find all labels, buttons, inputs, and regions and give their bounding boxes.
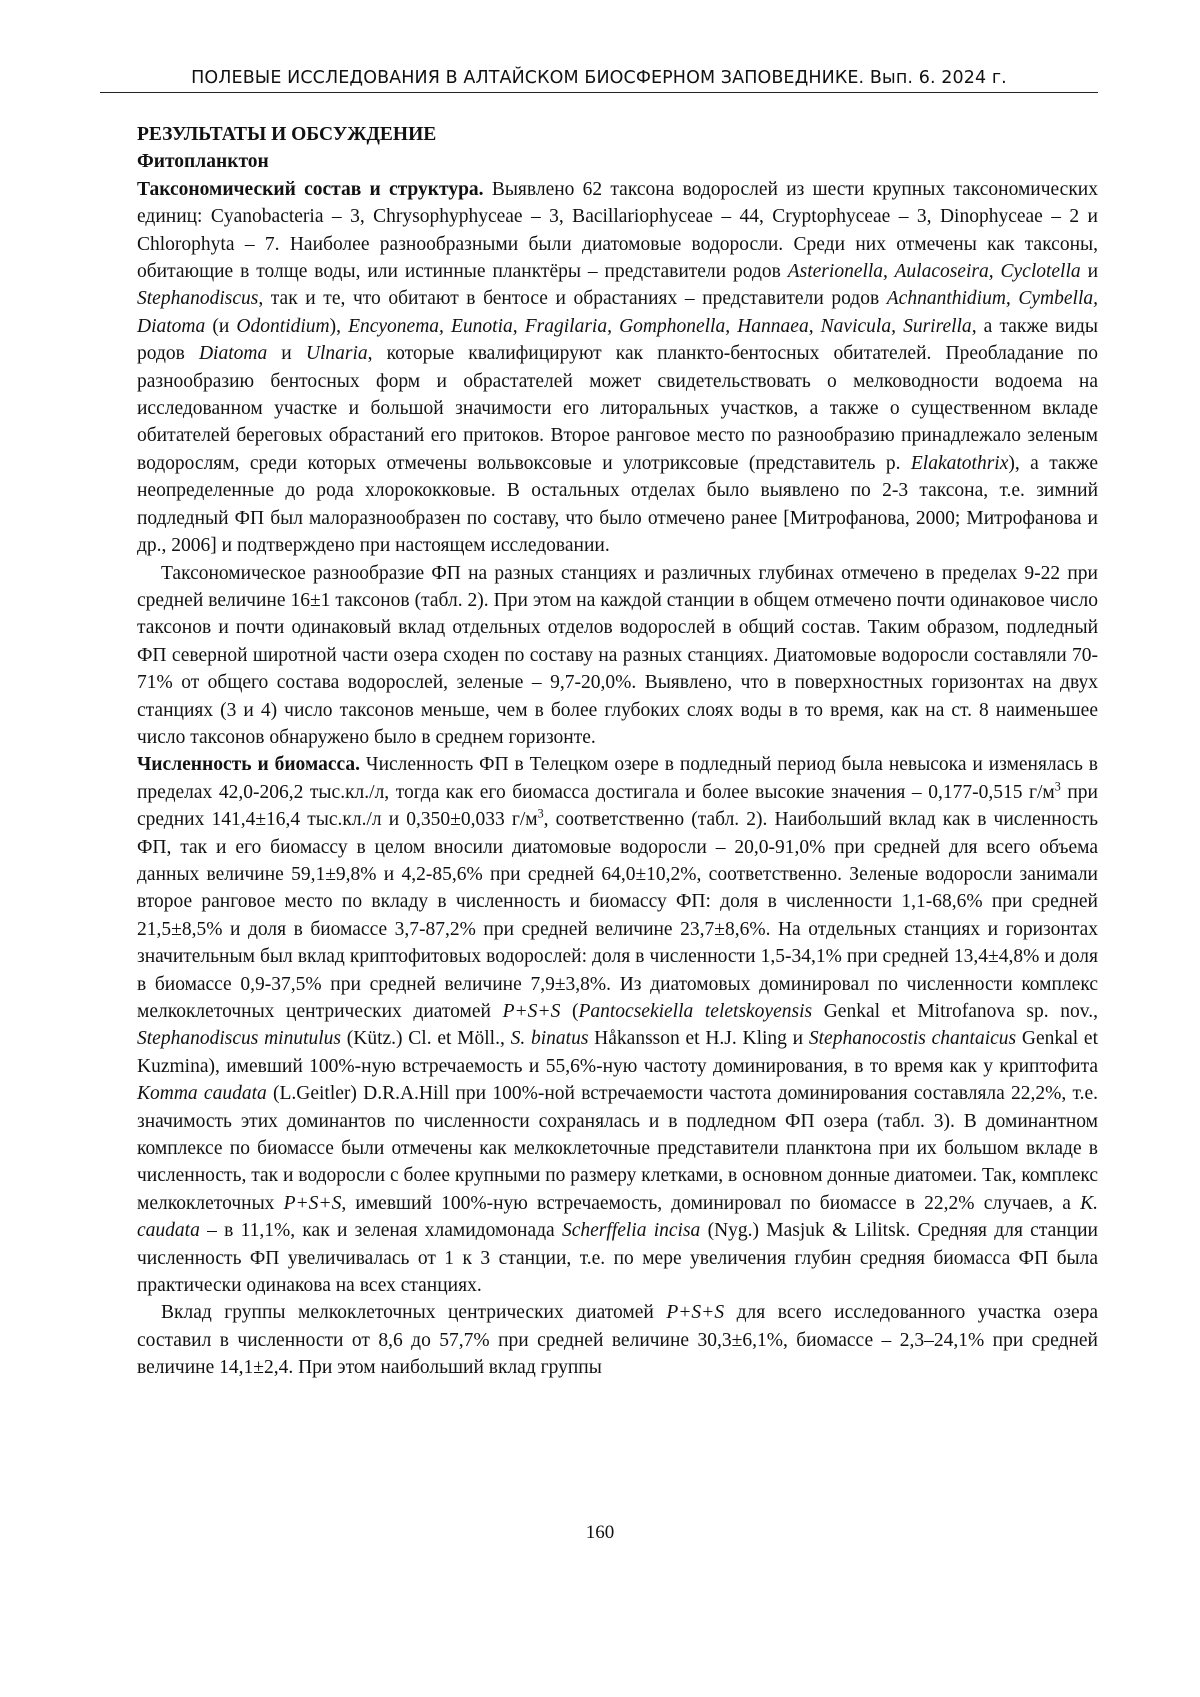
text-run: , которые квалифицируют как планкто-бентосных обитателей. Преобладание по разнообразию бентосных форм и обрастателей может свидетельствовать о мелководности водоема на исследованном участке и большой значимости его литоральных участков, а также о существенном вкладе обитателей береговых обрастаний его притоков. Второе ранговое место по разнообразию принадлежало зеленым водорослям, среди которых отмечены вольвоксовые и улотриксовые (представитель р. [137,343,1098,474]
section-title: РЕЗУЛЬТАТЫ И ОБСУЖДЕНИЕ [137,124,437,145]
text-run: – в 11,1%, как и зеленая хламидомонада [199,1220,562,1242]
paragraph-centric-diatoms [137,1299,1098,1381]
text-run: (L.Geitler) D.R.A.Hill при 100%-ной встречаемости частота доминирования составляла 22,2%, т.е. значимость этих доминантов по численности сохранялась и в подледном ФП озера (табл. 3). В доминантном комплексе по биомассе были отмечены как мелкоклеточные представители планктона при их большом вкладе в численность, так и водоросли с более крупными по размеру клетками, в основном донные диатомеи. Так, комплекс мелкоклеточных [137,1083,1098,1214]
taxon-name: Stephanocostis chantaicus [808,1028,1017,1050]
text-run: Вклад группы мелкоклеточных центрических диатомей [161,1302,667,1324]
article-body [137,121,1098,1382]
paragraph-lead: Таксономический состав и структура. [137,178,484,200]
text-run: ), [329,315,349,337]
taxon-name: Diatoma [198,343,268,365]
text-run: и [267,343,306,365]
paragraph-taxonomic-diversity: Таксономическое разнообразие ФП на разных станциях и различных глубинах отмечено в пределах 9-22 при средней величине 16±1 таксонов (табл. 2). При этом на каждой станции в общем отмечено почти одинаковое число таксонов и почти одинаковый вклад отдельных отделов водорослей в общий состав. Таким образом, подледный ФП северной широтной части озера сходен по составу на разных станциях. Диатомовые водоросли составляли 70-71% от общего состава водорослей, зеленые – 9,7-20,0%. Выявлено, что в поверхностных горизонтах на двух станциях (3 и 4) число таксонов меньше, чем в более глубоких слоях воды в то время, как на ст. 8 наименьшее число таксонов обнаружено было в среднем горизонте. [137,562,1098,748]
running-header: ПОЛЕВЫЕ ИССЛЕДОВАНИЯ В АЛТАЙСКОМ БИОСФЕРНОМ ЗАПОВЕДНИКЕ. Вып. 6. 2024 г. [100,68,1098,93]
page-number: 160 [585,1522,615,1543]
taxon-name: P+S+S [502,1001,561,1022]
taxon-name: Ulnaria [305,343,368,365]
taxon-name: Stephanodiscus [137,288,259,310]
text-run: Håkansson et H.J. Kling и [588,1028,809,1050]
taxon-name: Achnanthidium, Cymbella, Diatoma [137,288,1098,337]
taxon-name: Asterionella, Aulacoseira, Cyclotella [787,261,1081,283]
text-run: при средних 141,4±16,4 тыс.кл./л и 0,350±0,033 г/м [137,781,1098,831]
text-run: , так и те, что обитают в бентосе и обрастаниях – представители родов [258,288,887,310]
superscript: 3 [537,806,544,821]
text-run: ( [560,1001,579,1022]
text-run: и [1080,261,1099,283]
text-run: , имевший 100%-ную встречаемость, доминировал по биомассе в 22,2% случаев, а [341,1192,1081,1214]
taxon-name: S. binatus [510,1028,589,1050]
taxon-name: P+S+S [666,1302,725,1324]
text-run: Genkal et Mitrofanova sp. nov., [812,1001,1098,1022]
text-run: ), а также неопределенные до рода хлорококковые. В остальных отделах было выявлено по 2-3 таксона, т.е. зимний подледный ФП был малоразнообразен по составу, что было отмечено ранее [Митрофанова, 2000; Митрофанова и др., 2006] и подтверждено при настоящем исследовании. [137,452,1098,557]
paragraph-taxonomic-composition [137,176,1098,560]
taxon-name: Pantocsekiella teletskoyensis [578,1001,813,1022]
taxon-name: K. caudata [137,1192,1098,1242]
taxon-name: Odontidium [236,315,330,337]
paragraph-lead: Численность и биомасса. [137,754,361,776]
paragraph-abundance-biomass [137,751,1098,1299]
text-run: для всего исследованного участка озера составил в численности от 8,6 до 57,7% при средней величине 30,3±6,1%, биомассе – 2,3–24,1% при средней величине 14,1±2,4. При этом наибольший вклад группы [137,1302,1098,1379]
text-run: (и [205,315,237,337]
text-run: (Nyg.) Masjuk & Lilitsk. Средняя для станции численность ФП увеличивалась от 1 к 3 станции, т.е. по мере увеличения глубин средняя биомасса ФП была практически одинакова на всех станциях. [137,1220,1098,1297]
taxon-name: P+S+S [283,1192,342,1214]
superscript: 3 [1054,779,1061,794]
text-run: (Kütz.) Cl. et Möll., [341,1028,511,1050]
text-run: Численность ФП в Телецком озере в подледный период была невысока и изменялась в пределах 42,0-206,2 тыс.кл./л, тогда как его биомасса достигала и более высокие значения – 0,177-0,515 г/м [137,754,1098,803]
taxon-name: Scherffelia incisa [561,1220,701,1242]
taxon-name: Komma caudata [137,1083,267,1105]
text-run: , а также виды родов [137,315,1098,365]
text-run: Genkal et Kuzmina), имевший 100%-ную встречаемость и 55,6%-ную частоту доминирования, в то время как у криптофита [137,1028,1098,1077]
subsection-title: Фитопланктон [137,151,269,173]
taxon-name: Encyonema, Eunotia, Fragilaria, Gomphonella, Hannaea, Navicula, Surirella [348,315,972,337]
taxon-name: Elakatothrix [910,452,1009,474]
text-run: , соответственно (табл. 2). Наибольший вклад как в численность ФП, так и его биомассу в целом вносили диатомовые водоросли – 20,0-91,0% при средней для всего объема данных величине 59,1±9,8% и 4,2-85,6% при средней 64,0±10,2%, соответственно. Зеленые водоросли занимали второе ранговое место по вкладу в численность и биомассу ФП: доля в численности 1,1-68,6% при средней 21,5±8,5% и доля в биомассе 3,7-87,2% при средней величине 23,7±8,6%. На отдельных станциях и горизонтах значительным был вклад криптофитовых водорослей: доля в численности 1,5-34,1% при средней 13,4±4,8% и доля в биомассе 0,9-37,5% при средней величине 7,9±3,8%. Из диатомовых доминировал по численности комплекс мелкоклеточных центрических диатомей [137,809,1098,1022]
taxon-name: Stephanodiscus minutulus [137,1028,342,1050]
text-run: Выявлено 62 таксона водорослей из шести крупных таксономических единиц: Cyanobacteria – 3, Chrysophyphyceae – 3, Bacillariophyceae – 44, Cryptophyceae – 3, Dinophyceae – 2 и Chlorophyta – 7. Наиболее разнообразными были диатомовые водоросли. Среди них отмечены как таксоны, обитающие в толще воды, или истинные планктёры – представители родов [137,178,1098,283]
